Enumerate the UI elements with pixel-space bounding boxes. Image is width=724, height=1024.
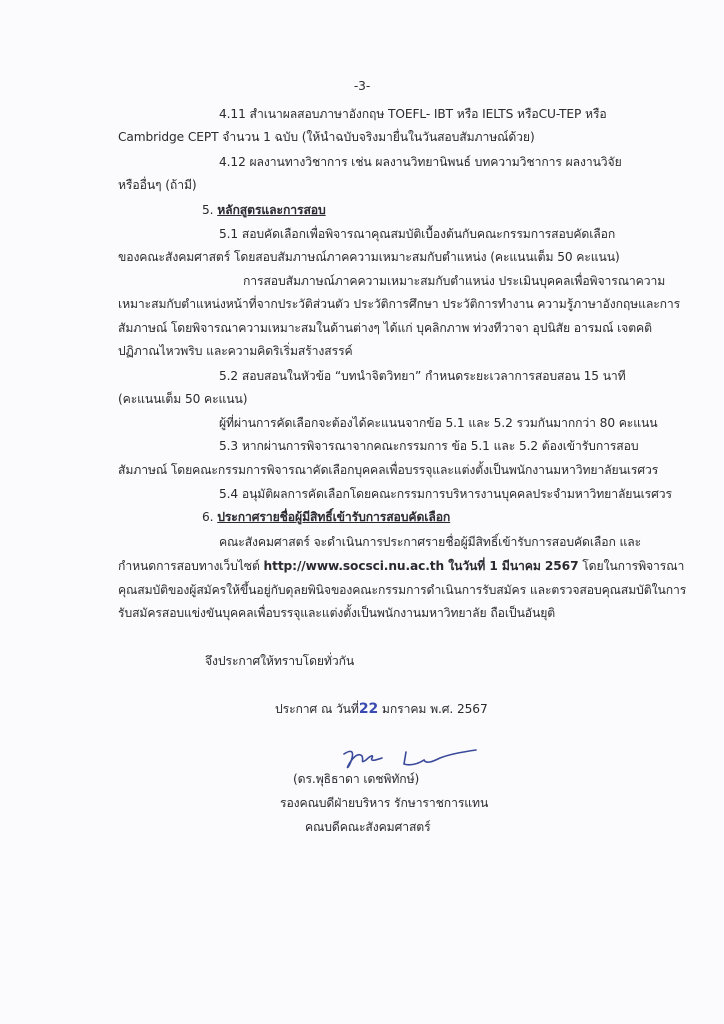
item-5-4-line1: 5.4 อนุมัติผลการคัดเลือกโดยคณะกรรมการบริหารงานบุคคลประจำมหาวิทยาลัยนเรศวร [219,487,672,501]
section-5-number: 5. [202,203,214,217]
item-5-3-line2: สัมภาษณ์ โดยคณะกรรมการพิจารณาคัดเลือกบุคคลเพื่อบรรจุและแต่งตั้งเป็นพนักงานมหาวิทยาลัยนเรศวร [118,463,659,477]
date-prefix: ประกาศ ณ วันที่ [275,702,359,716]
item-5-1-line2: ของคณะสังคมศาสตร์ โดยสอบสัมภาษณ์ภาคความเหมาะสมกับตำแหน่ง (คะแนนเต็ม 50 คะแนน) [118,250,620,264]
section-6-heading [202,509,450,525]
signatory-name: (ดร.พุธิธาดา เดชพิทักษ์) [293,772,420,786]
item-5-3-line1: 5.3 หากผ่านการพิจารณาจากคณะกรรมการ ข้อ 5.1 และ 5.2 ต้องเข้ารับการสอบ [219,439,639,453]
section-6-line2 [118,558,684,574]
section-6-line4: รับสมัครสอบแข่งขันบุคคลเพื่อบรรจุและแต่งตั้งเป็นพนักงานมหาวิทยาลัย ถือเป็นอันยุติ [118,606,556,620]
item-5-2-line2: (คะแนนเต็ม 50 คะแนน) [118,392,248,406]
page-number: -3- [353,79,371,93]
item-4-11-line2: Cambridge CEPT จำนวน 1 ฉบับ (ให้นำฉบับจริงมายื่นในวันสอบสัมภาษณ์ด้วย) [118,130,535,144]
item-5-1-line6: ปฏิภาณไหวพริบ และความคิดริเริ่มสร้างสรรค์ [118,344,353,358]
signatory-position-1: รองคณบดีฝ่ายบริหาร รักษาราชการแทน [280,796,489,810]
item-5-2-line3: ผู้ที่ผ่านการคัดเลือกจะต้องได้คะแนนจากข้อ 5.1 และ 5.2 รวมกันมากกว่า 80 คะแนน [219,416,658,430]
section-6-line2-pre: กำหนดการสอบทางเว็บไซต์ [118,559,264,573]
item-5-1-line1: 5.1 สอบคัดเลือกเพื่อพิจารณาคุณสมบัติเบื้องต้นกับคณะกรรมการสอบคัดเลือก [219,227,616,241]
item-4-12-line1: 4.12 ผลงานทางวิชาการ เช่น ผลงานวิทยานิพนธ์ บทความวิชาการ ผลงานวิจัย [219,155,622,169]
announcement-date [275,701,488,717]
item-4-12-line2: หรืออื่นๆ (ถ้ามี) [118,178,197,192]
section-6-line2-post: โดยในการพิจารณา [578,559,685,573]
signatory-position-2: คณบดีคณะสังคมศาสตร์ [305,820,431,834]
item-5-1-line5: สัมภาษณ์ โดยพิจารณาความเหมาะสมในด้านต่างๆ ได้แก่ บุคลิกภาพ ท่วงทีวาจา อุปนิสัย อารมณ์ เจตคติ [118,321,652,335]
date-suffix: มกราคม พ.ศ. 2567 [378,702,488,716]
item-5-2-line1: 5.2 สอบสอนในหัวข้อ “บทนำจิตวิทยา” กำหนดระยะเวลาการสอบสอน 15 นาที [219,369,626,383]
item-4-11-line1: 4.11 สำเนาผลสอบภาษาอังกฤษ TOEFL- IBT หรือ IELTS หรือCU-TEP หรือ [219,107,607,121]
handwritten-day: 22 [358,701,379,717]
section-6-line1: คณะสังคมศาสตร์ จะดำเนินการประกาศรายชื่อผู้มีสิทธิ์เข้ารับการสอบคัดเลือก และ [219,535,642,549]
section-5-heading [202,202,326,218]
section-6-line3: คุณสมบัติของผู้สมัครให้ขึ้นอยู่กับดุลยพินิจของคณะกรรมการดำเนินการรับสมัคร และตรวจสอบคุณสมบัติในการ [118,583,687,597]
website-and-date: http://www.socsci.nu.ac.th ในวันที่ 1 มีนาคม 2567 [263,559,579,573]
item-5-1-line4: เหมาะสมกับตำแหน่งหน้าที่จากประวัติส่วนตัว ประวัติการศึกษา ประวัติการทำงาน ความรู้ภาษาอังกฤษและการ [118,297,681,311]
item-5-1-line3: การสอบสัมภาษณ์ภาคความเหมาะสมกับตำแหน่ง ประเมินบุคคลเพื่อพิจารณาความ [243,274,666,288]
section-5-title: หลักสูตรและการสอบ [217,203,326,217]
section-6-number: 6. [202,510,214,524]
closing-announcement: จึงประกาศให้ทราบโดยทั่วกัน [205,654,355,668]
section-6-title: ประกาศรายชื่อผู้มีสิทธิ์เข้ารับการสอบคัดเลือก [217,510,451,524]
